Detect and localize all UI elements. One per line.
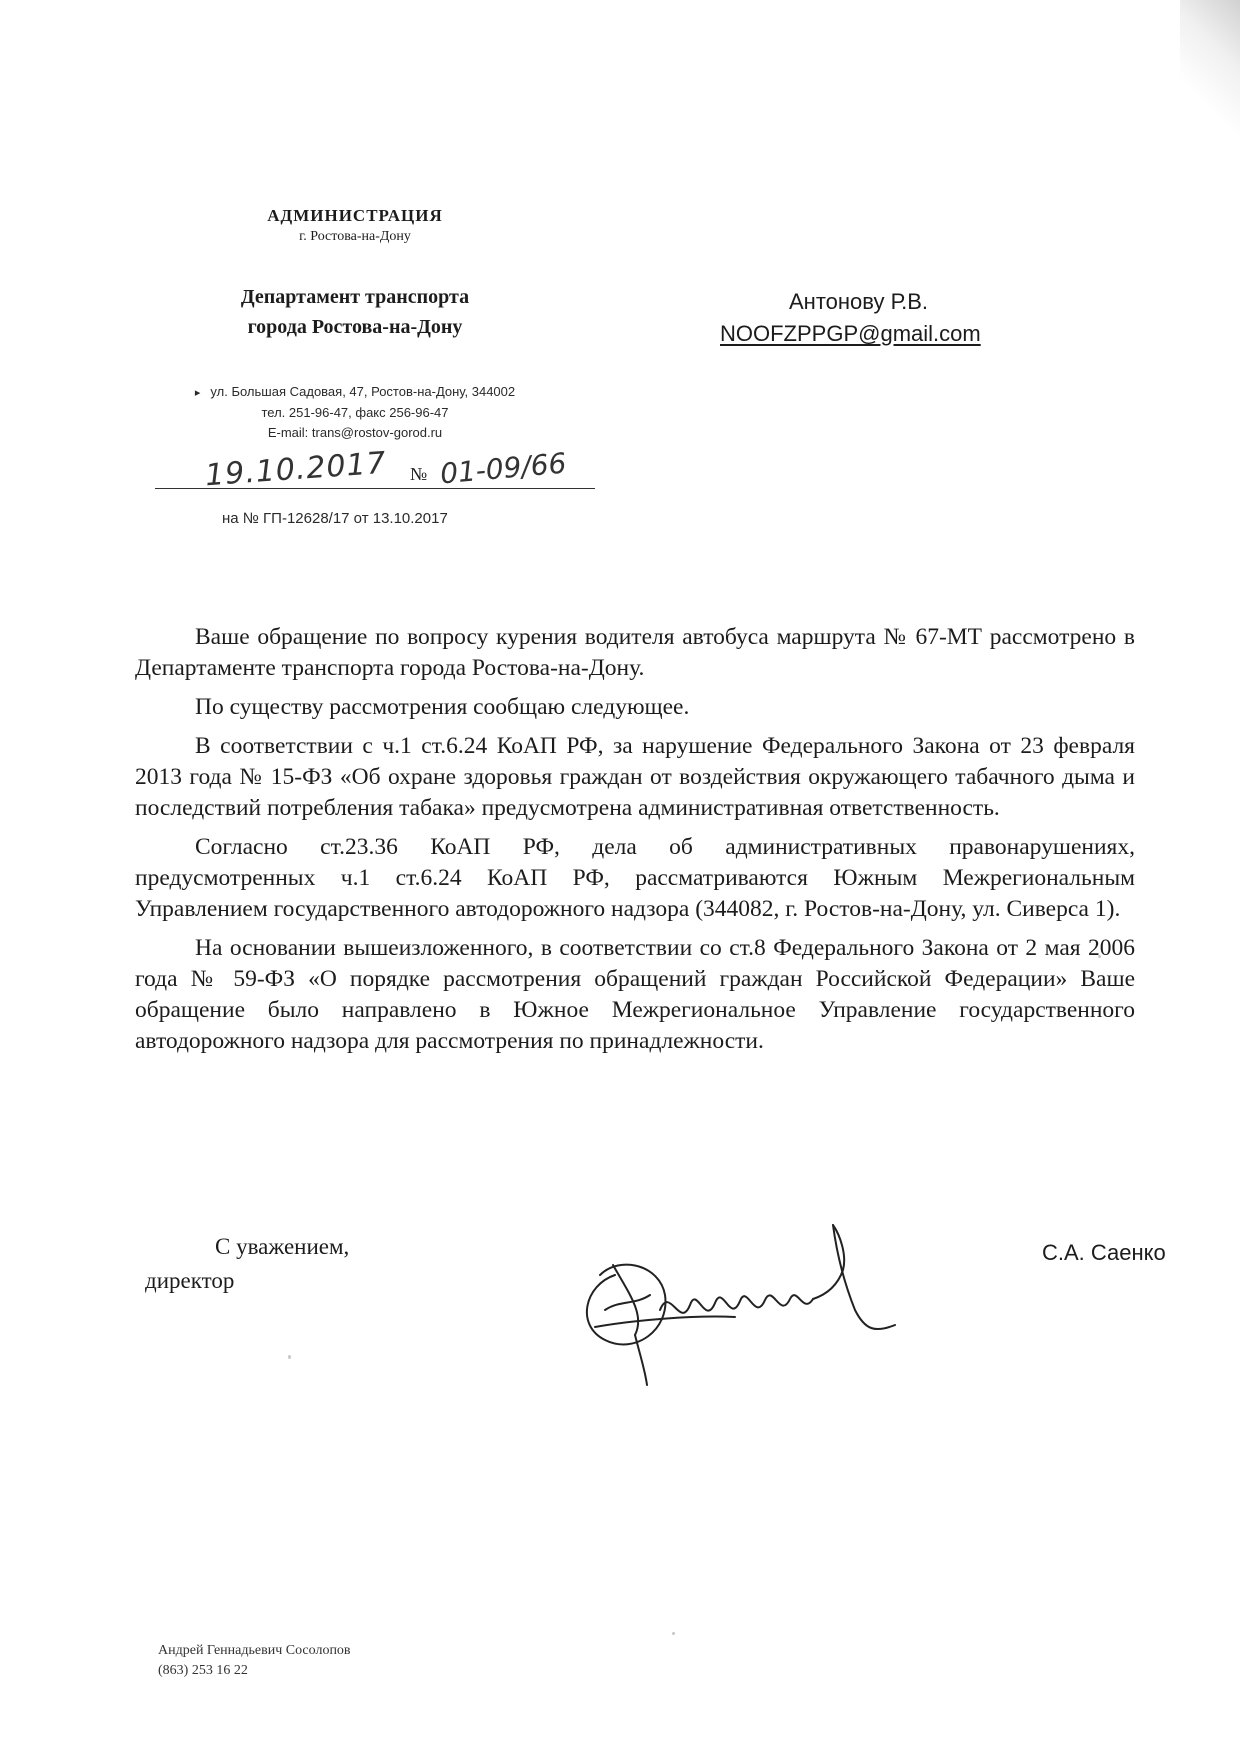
- executor-phone: (863) 253 16 22: [158, 1663, 248, 1678]
- org-city: г. Ростова-на-Дону: [299, 229, 411, 244]
- closing-regards: С уважением,: [215, 1234, 350, 1259]
- bullet-mark-icon: ▸: [194, 387, 201, 399]
- department-address: [120, 382, 590, 443]
- body-paragraph: В соответствии с ч.1 ст.6.24 КоАП РФ, за нарушение Федерального Закона от 23 февраля 2013 года № 15-ФЗ «Об охране здоровья граждан от воздействия окружающего табачного дыма и последствий потребления табака» предусмотрена административная ответственность.: [135, 733, 1135, 821]
- executor-name: Андрей Геннадьевич Сосолопов: [158, 1643, 351, 1658]
- closing-position: директор: [145, 1268, 235, 1293]
- letter-body: [135, 622, 1135, 1065]
- org-title: АДМИНИСТРАЦИЯ: [267, 206, 443, 225]
- body-paragraph: На основании вышеизложенного, в соответствии со ст.8 Федерального Закона от 2 мая 2006 года № 59-ФЗ «О порядке рассмотрения обращений граждан Российской Федерации» Ваше обращение было направлено в Южное Межрегиональное Управление государственного автодорожного надзора для рассмотрения по принадлежности.: [135, 935, 1135, 1054]
- recipient-block: [720, 286, 1040, 350]
- body-paragraph: Ваше обращение по вопросу курения водителя автобуса маршрута № 67-МТ рассмотрено в Департаменте транспорта города Ростова-на-Дону.: [135, 624, 1135, 681]
- body-paragraph: По существу рассмотрения сообщаю следующее.: [195, 694, 690, 720]
- closing-block: [145, 1230, 349, 1298]
- scan-speck: [288, 1355, 291, 1359]
- address-street: ул. Большая Садовая, 47, Ростов-на-Дону, 344002: [210, 384, 516, 399]
- registration-number: 01-09/66: [438, 446, 568, 491]
- scan-speck: [672, 1632, 675, 1635]
- scan-edge-shadow: [1180, 0, 1240, 140]
- registration-row: [155, 445, 605, 494]
- address-street-line: [120, 382, 590, 403]
- department-line-1: Департамент транспорта: [240, 286, 470, 308]
- signer-name: С.А. Саенко: [1042, 1240, 1166, 1265]
- recipient-name: Антонову Р.В.: [789, 289, 929, 314]
- letterhead: [120, 205, 590, 443]
- recipient-email: NOOFZPPGP@gmail.com: [720, 321, 981, 346]
- registration-number-label: №: [410, 464, 428, 484]
- body-paragraph: Согласно ст.23.36 КоАП РФ, дела об административных правонарушениях, предусмотренных ч.1 ст.6.24 КоАП РФ, рассматриваются Южным Межрегиональным Управлением государственного автодорожного надзора (344082, г. Ростов-на-Дону, ул. Сиверса 1).: [135, 834, 1135, 922]
- address-email: E-mail: trans@rostov-gorod.ru: [267, 425, 443, 440]
- department-name: [120, 282, 590, 342]
- in-reply-to: на № ГП-12628/17 от 13.10.2017: [222, 510, 448, 527]
- department-line-2: города Ростова-на-Дону: [247, 316, 463, 338]
- handwritten-signature: [575, 1215, 955, 1390]
- executor-footer: [158, 1641, 351, 1681]
- address-phone: тел. 251-96-47, факс 256-96-47: [261, 405, 449, 420]
- registration-date: 19.10.2017: [204, 445, 388, 494]
